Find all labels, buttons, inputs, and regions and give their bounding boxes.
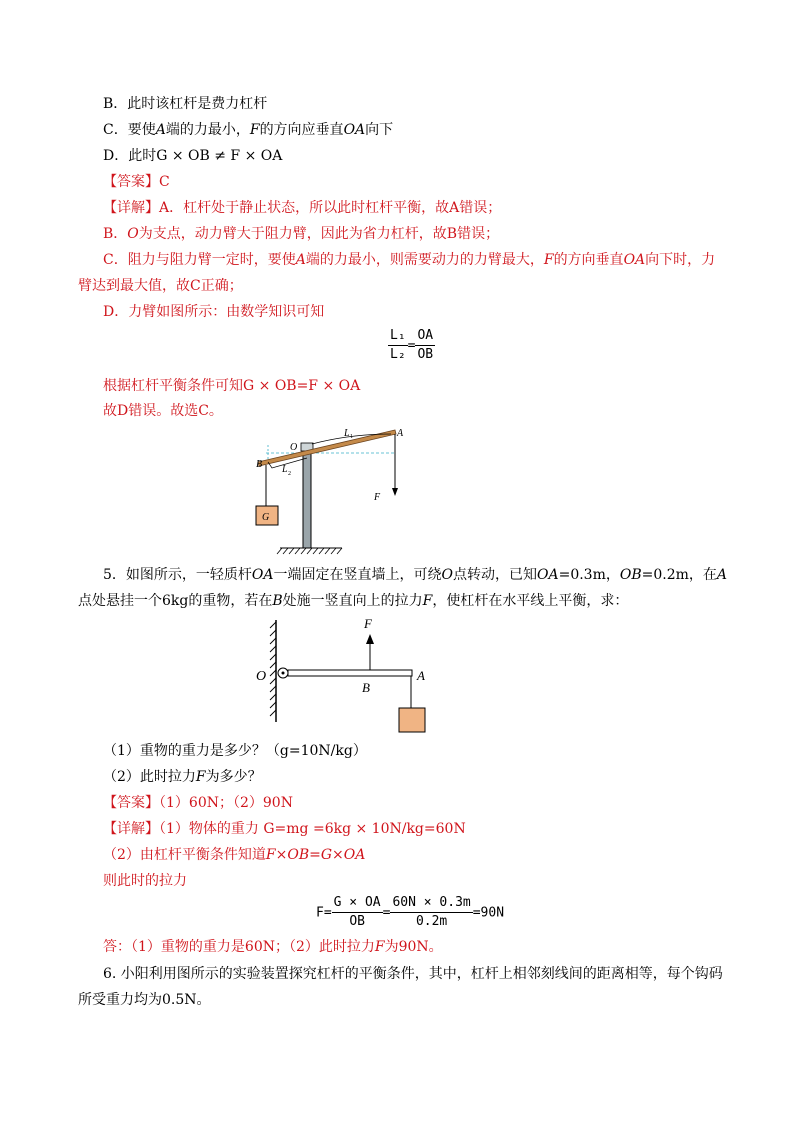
label-l1-sub: 1 (350, 434, 353, 440)
detail-q4-b: B．O为支点，动力臂大于阻力臂，因此为省力杠杆，故B错误； (103, 226, 500, 242)
answer-q4: 【答案】C (103, 174, 170, 190)
detail-q4-c-cont: 臂达到最大值，故C正确； (78, 278, 243, 294)
detail-q4-c: C．阻力与阻力臂一定时，要使A端的力最小，则需要动力的力臂最大，F的方向垂直OA向下时，力 (103, 252, 716, 268)
post (303, 446, 311, 548)
option-d: D．此时G × OB ≠ F × OA (103, 148, 283, 164)
detail-q5-1: 【详解】（1）物体的重力 G=mg =6kg × 10N/kg=60N (103, 821, 466, 837)
q5-stem-line2: 点处悬挂一个6kg的重物，若在B处施一竖直向上的拉力F，使杠杆在水平线上平衡，求： (78, 593, 629, 609)
force-arrowhead (392, 488, 398, 496)
option-c: C．要使A端的力最小，F的方向应垂直OA向下 (103, 122, 394, 138)
option-b: B．此时该杠杆是费力杠杆 (103, 96, 268, 112)
detail-q4-d: D．力臂如图所示：由数学知识可知 (103, 304, 325, 320)
label-f: F (374, 492, 381, 503)
lever-figure-2 (250, 612, 440, 737)
answer-q5: 【答案】（1）60N；（2）90N (103, 795, 293, 811)
detail-q5-2: （2）由杠杆平衡条件知道F×OB=G×OA (103, 847, 366, 863)
conclusion: 故D错误。故选C。 (103, 403, 223, 419)
pivot-dot (282, 672, 285, 675)
detail-q5-3: 则此时的拉力 (103, 873, 187, 889)
lever-bar (258, 430, 396, 466)
label-a: A (417, 668, 425, 683)
q5-sub1: （1）重物的重力是多少？（g=10N/kg） (103, 743, 367, 759)
rod (288, 670, 412, 676)
detail-q4-a: 【详解】A．杠杆处于静止状态，所以此时杠杆平衡，故A错误； (103, 200, 502, 216)
balance-condition: 根据杠杆平衡条件可知G × OB=F × OA (103, 378, 361, 394)
q6-line2: 所受重力均为0.5N。 (78, 992, 211, 1008)
q5-sub2: （2）此时拉力F为多少？ (103, 769, 262, 785)
label-l2-sub: 2 (288, 471, 291, 477)
label-l1: L (344, 428, 350, 439)
lever-figure-1 (250, 420, 420, 565)
q5-stem-line1: 5．如图所示，一轻质杆OA一端固定在竖直墙上，可绕O点转动，已知OA=0.3m，OB=0.2m，在A (103, 567, 728, 583)
ground-hatch (277, 548, 342, 554)
label-g: G (262, 512, 270, 523)
ratio-formula: $\frac{\text{L₁}}{\text{L₂}}$ = $\frac{OA}{OB}$ (390, 328, 434, 362)
label-a: A (397, 428, 404, 439)
label-b: B (362, 680, 370, 695)
force-arrowhead (366, 634, 374, 644)
final-answer: 答：（1）重物的重力是60N；（2）此时拉力F为90N。 (103, 939, 443, 955)
weight-box (399, 708, 425, 732)
label-o: O (290, 442, 298, 453)
q6-line1: 6. 小阳利用图所示的实验装置探究杠杆的平衡条件，其中，杠杆上相邻刻线间的距离相等，每个钩码 (103, 966, 723, 982)
label-f: F (364, 616, 372, 631)
label-b: B (256, 459, 263, 470)
label-o: O (256, 669, 267, 684)
label-l2: L (282, 464, 288, 475)
force-formula: F= $\frac{G \times OA}{OB}$ = $\frac{60N \times 0.3m}{0.2m}$ =90N (316, 895, 505, 929)
wall-hatch (270, 622, 276, 716)
